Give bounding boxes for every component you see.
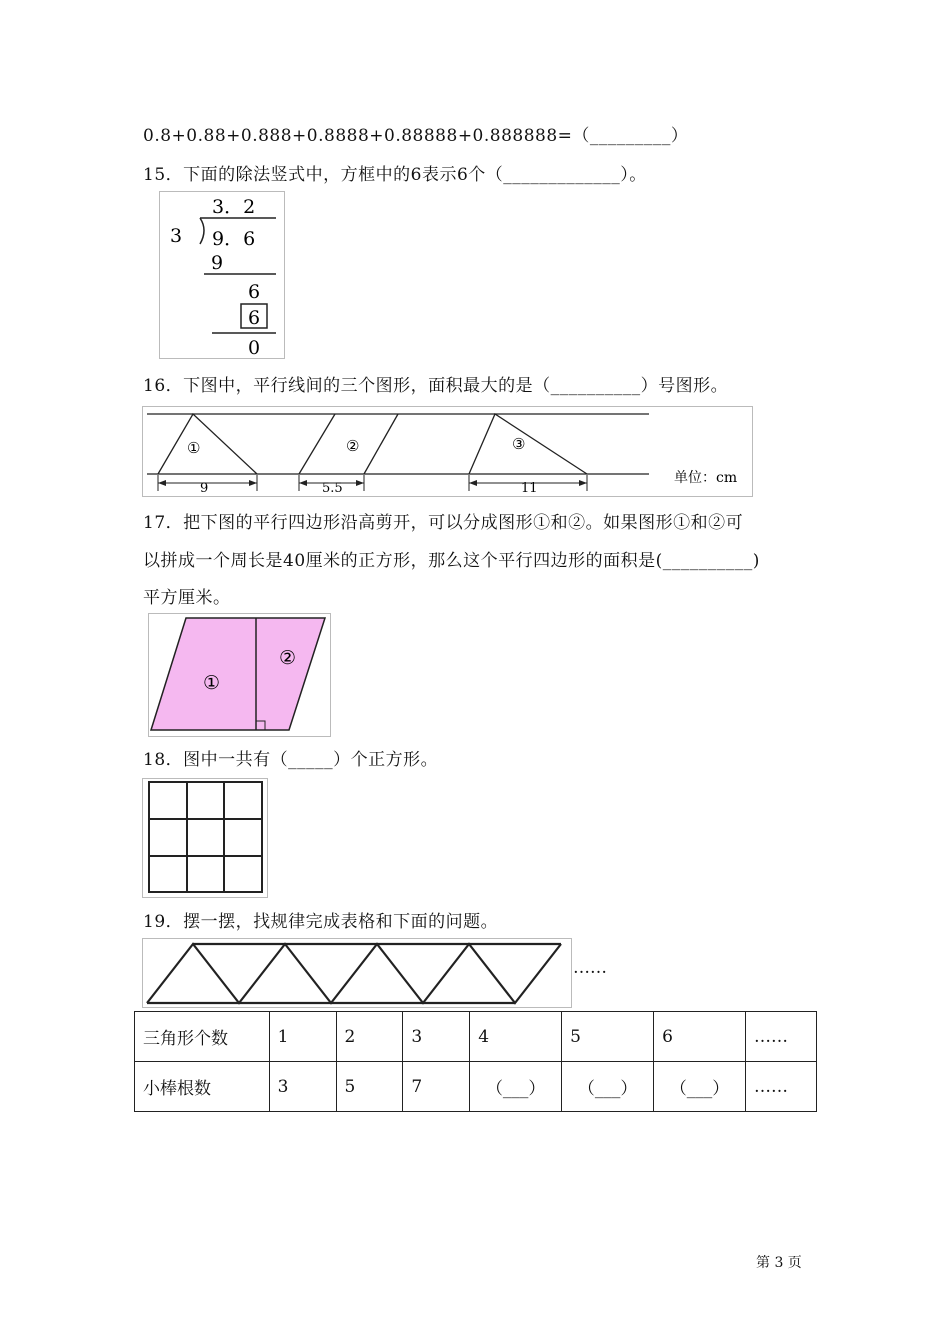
shape-3-label: ③ [512,435,526,453]
parallelogram-diagram [149,614,330,736]
row-header: 三角形个数 [135,1012,270,1062]
step2-text: 6 [248,281,261,303]
table-row [135,1062,817,1112]
base-3-label: 11 [521,481,538,496]
pattern-ellipsis: …… [573,958,607,978]
table-cell: 1 [269,1012,336,1062]
table-cell: 6 [654,1012,746,1062]
shape-2-label: ② [346,437,360,455]
shape-1-label: ① [187,439,201,457]
q16-text: 16．下图中，平行线间的三个图形，面积最大的是（__________）号图形。 [143,376,729,396]
q19-text: 19．摆一摆，找规律完成表格和下面的问题。 [143,912,499,932]
part-2-label: ② [279,647,297,669]
table-cell: 7 [403,1062,470,1112]
part-1-label: ① [203,672,221,694]
square-grid-diagram [143,779,267,897]
remainder-text: 0 [248,337,261,358]
long-division-diagram [160,192,284,358]
q17-parallelogram-figure [148,613,331,737]
unit-label: 单位：cm [674,470,738,486]
answer-blank[interactable]: （___） [654,1062,746,1112]
step1-text: 9 [211,252,224,274]
answer-blank[interactable]: （___） [562,1062,654,1112]
dividend-text: 9．6 [212,228,256,250]
table-cell: …… [746,1062,817,1112]
triangle-sticks-diagram [143,939,571,1007]
q16-parallel-shapes-figure [142,406,753,497]
q18-grid-figure [142,778,268,898]
table-cell: 3 [269,1062,336,1112]
q17-text-line3: 平方厘米。 [143,588,231,608]
q17-text-line2: 以拼成一个周长是40厘米的正方形，那么这个平行四边形的面积是(__________) [143,551,760,571]
page-number: 第 3 页 [756,1255,802,1271]
table-cell: 4 [470,1012,562,1062]
table-cell: 5 [562,1012,654,1062]
pattern-table [134,1011,817,1112]
table-cell: 3 [403,1012,470,1062]
base-1-label: 9 [200,481,209,496]
q15-text: 15．下面的除法竖式中，方框中的6表示6个（_____________）。 [143,165,647,185]
divisor-text: 3 [170,225,183,247]
table-row [135,1012,817,1062]
table-cell: 2 [336,1012,403,1062]
boxed-digit: 6 [248,307,261,329]
q19-triangle-pattern-figure [142,938,572,1008]
q17-text-line1: 17．把下图的平行四边形沿高剪开，可以分成图形①和②。如果图形①和②可 [143,513,744,533]
q14-text: 0.8+0.88+0.888+0.8888+0.88888+0.888888=（_________） [143,126,689,146]
quotient-text: 3．2 [212,196,256,218]
q18-text: 18．图中一共有（_____）个正方形。 [143,750,439,770]
table-cell: …… [746,1012,817,1062]
q15-division-figure [159,191,285,359]
table-cell: 5 [336,1062,403,1112]
answer-blank[interactable]: （___） [470,1062,562,1112]
row-header: 小棒根数 [135,1062,270,1112]
base-2-label: 5.5 [322,481,343,496]
parallel-lines-diagram [143,407,752,496]
